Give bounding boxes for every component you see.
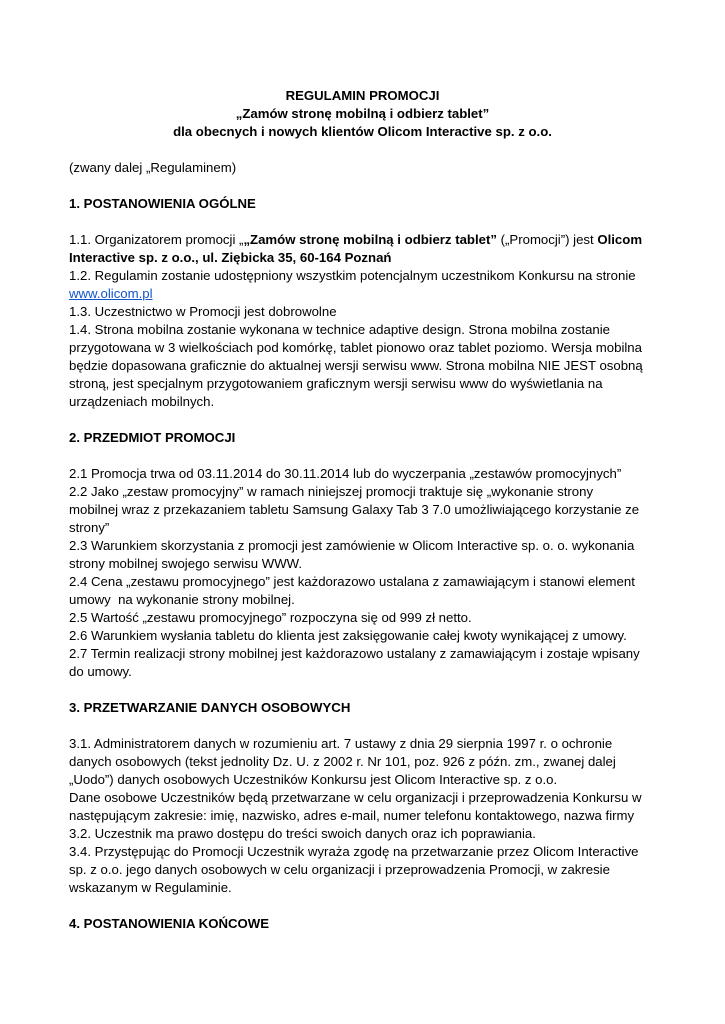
section-1-heading: 1. POSTANOWIENIA OGÓLNE bbox=[69, 196, 256, 211]
paragraph-1-4-line-3: będzie dopasowana graficznie do aktualnej wersji serwisu www. Strona mobilna NIE JEST osobną bbox=[69, 358, 643, 373]
section-2-heading: 2. PRZEDMIOT PROMOCJI bbox=[69, 430, 236, 445]
paragraph-1-1 bbox=[69, 231, 659, 249]
section-4-heading: 4. POSTANOWIENIA KOŃCOWE bbox=[69, 916, 270, 931]
intro-text: (zwany dalej „Regulaminem) bbox=[69, 160, 237, 175]
document-title: REGULAMIN PROMOCJI bbox=[285, 88, 440, 103]
paragraph-1-4-line-4: stroną, jest specjalnym przygotowaniem graficznym wersji serwisu www do wyświetlania na bbox=[69, 376, 603, 391]
p11-promo-name: „Zamów stronę mobilną i odbierz tablet” bbox=[243, 232, 497, 247]
paragraph-1-4-line-2: przygotowana w 3 wielkościach pod komórkę, tablet pionowo oraz tablet poziomo. Wersja mobilna bbox=[69, 340, 642, 355]
paragraph-2-4-line-1: 2.4 Cena „zestawu promocyjnego” jest każdorazowo ustalana z zamawiającym i stanowi element bbox=[69, 574, 635, 589]
paragraph-1-4-line-1: 1.4. Strona mobilna zostanie wykonana w technice adaptive design. Strona mobilna zostanie bbox=[69, 322, 611, 337]
section-3-heading: 3. PRZETWARZANIE DANYCH OSOBOWYCH bbox=[69, 700, 351, 715]
paragraph-1-2: 1.2. Regulamin zostanie udostępniony wszystkim potencjalnym uczestnikom Konkursu na stronie bbox=[69, 268, 636, 283]
p11-part-c: („Promocji”) jest bbox=[496, 232, 598, 247]
p11-organizer-a: Olicom bbox=[597, 232, 643, 247]
paragraph-3-2: 3.2. Uczestnik ma prawo dostępu do treści swoich danych oraz ich poprawiania. bbox=[69, 826, 536, 841]
paragraph-2-4-line-2: umowy na wykonanie strony mobilnej. bbox=[69, 592, 295, 607]
paragraph-3-1-line-4: Dane osobowe Uczestników będą przetwarzane w celu organizacji i przeprowadzenia Konkursu w bbox=[69, 790, 642, 805]
paragraph-2-2-line-2: mobilnej wraz z przekazaniem tabletu Samsung Galaxy Tab 3 7.0 umożliwiającego korzystanie ze bbox=[69, 502, 640, 517]
document-body bbox=[69, 159, 659, 933]
document-subtitle: dla obecnych i nowych klientów Olicom Interactive sp. z o.o. bbox=[173, 124, 552, 139]
paragraph-1-1-organizer: Interactive sp. z o.o., ul. Ziębicka 35, 60-164 Poznań bbox=[69, 250, 392, 265]
paragraph-3-1-line-1: 3.1. Administratorem danych w rozumieniu art. 7 ustawy z dnia 29 sierpnia 1997 r. o ochronie bbox=[69, 736, 613, 751]
paragraph-3-4-line-3: wskazanym w Regulaminie. bbox=[69, 880, 232, 895]
paragraph-2-2-line-1: 2.2 Jako „zestaw promocyjny” w ramach niniejszej promocji traktuje się „wykonanie strony bbox=[69, 484, 594, 499]
paragraph-2-5: 2.5 Wartość „zestawu promocyjnego” rozpoczyna się od 999 zł netto. bbox=[69, 610, 472, 625]
paragraph-2-2-line-3: strony” bbox=[69, 520, 110, 535]
paragraph-3-4-line-1: 3.4. Przystępując do Promocji Uczestnik wyraża zgodę na przetwarzanie przez Olicom Interactive bbox=[69, 844, 639, 859]
paragraph-2-6: 2.6 Warunkiem wysłania tabletu do klienta jest zaksięgowanie całej kwoty wynikającej z umowy. bbox=[69, 628, 627, 643]
paragraph-2-1: 2.1 Promocja trwa od 03.11.2014 do 30.11.2014 lub do wyczerpania „zestawów promocyjnych” bbox=[69, 466, 622, 481]
paragraph-3-1-line-3: „Uodo”) danych osobowych Uczestników Konkursu jest Olicom Interactive sp. z o.o. bbox=[69, 772, 558, 787]
paragraph-2-7-line-1: 2.7 Termin realizacji strony mobilnej jest każdorazowo ustalany z zamawiającym i zostaje wpisany bbox=[69, 646, 640, 661]
paragraph-1-3: 1.3. Uczestnictwo w Promocji jest dobrowolne bbox=[69, 304, 337, 319]
promotion-name: „Zamów stronę mobilną i odbierz tablet” bbox=[235, 106, 490, 121]
paragraph-2-7-line-2: do umowy. bbox=[69, 664, 132, 679]
paragraph-2-3-line-2: strony mobilnej swojego serwisu WWW. bbox=[69, 556, 303, 571]
p11-part-a: 1.1. Organizatorem promocji „ bbox=[69, 232, 244, 247]
paragraph-1-4-line-5: urządzeniach mobilnych. bbox=[69, 394, 215, 409]
olicom-link[interactable]: www.olicom.pl bbox=[69, 286, 153, 301]
paragraph-3-1-line-2: danych osobowych (tekst jednolity Dz. U. z 2002 r. Nr 101, poz. 926 z późn. zm., zwanej dalej bbox=[69, 754, 616, 769]
paragraph-3-4-line-2: sp. z o.o. jego danych osobowych w celu organizacji i przeprowadzenia Promocji, w zakresie bbox=[69, 862, 610, 877]
paragraph-2-3-line-1: 2.3 Warunkiem skorzystania z promocji jest zamówienie w Olicom Interactive sp. o. o. wykonania bbox=[69, 538, 635, 553]
paragraph-3-1-line-5: następującym zakresie: imię, nazwisko, adres e-mail, numer telefonu kontaktowego, nazwa firmy bbox=[69, 808, 635, 823]
